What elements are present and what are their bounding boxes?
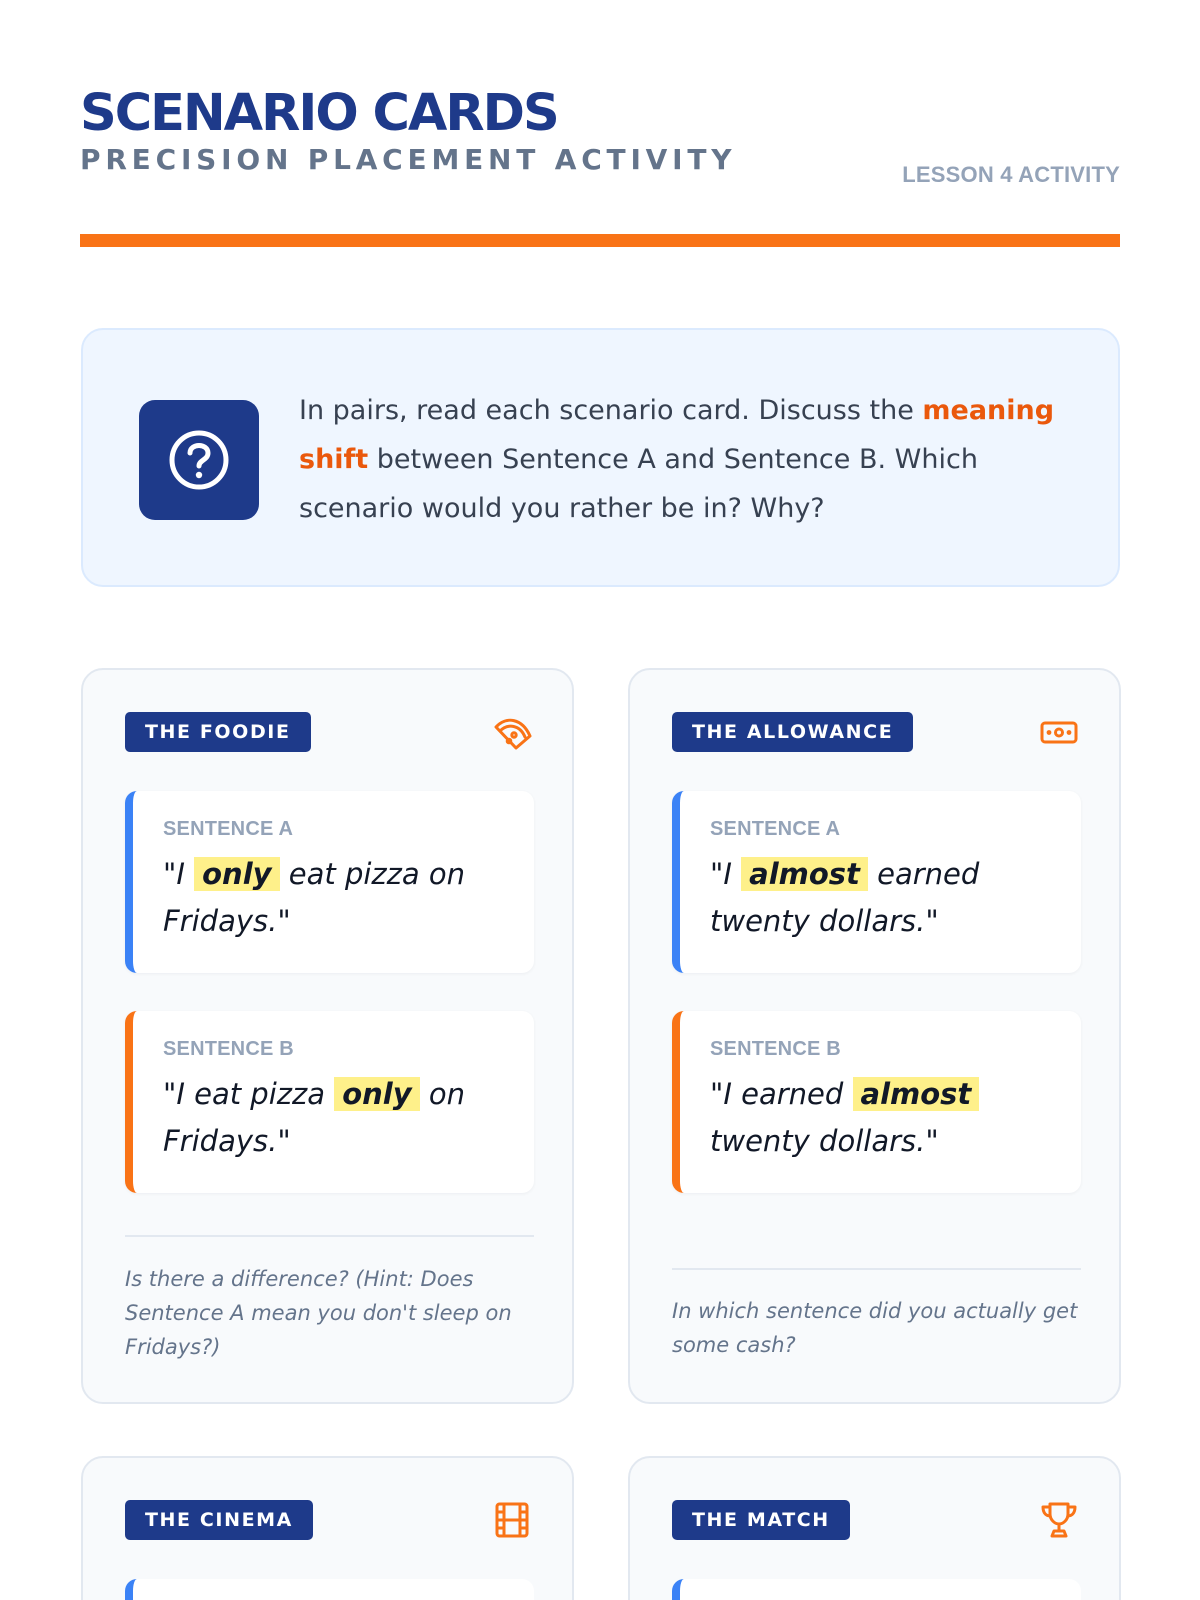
sentence-text [710,1071,1040,1165]
card-divider [672,1268,1081,1270]
card-tag: THE MATCH [672,1500,850,1540]
sentence-text-part: "I [163,857,195,891]
sentence-a-box [672,791,1081,973]
page-title: SCENARIO CARDS [80,84,558,143]
lesson-label: LESSON 4 ACTIVITY [902,162,1120,187]
discussion-question: In which sentence did you actually get some cash? [672,1299,1078,1357]
highlighted-word: almost [853,1077,980,1111]
instruction-text [299,386,1079,533]
cash-icon [1039,712,1079,752]
scenario-card-allowance [628,668,1121,1404]
sentence-text-part: earned twenty dollars." [710,857,980,938]
sentence-label: SENTENCE B [710,1038,841,1060]
sentence-a-box [125,1579,534,1600]
scenario-card-cinema [81,1456,574,1600]
scenario-card-foodie [81,668,574,1404]
sentence-a-box [672,1579,1081,1600]
sentence-text-part: eat pizza on Fridays." [163,857,465,938]
card-tag: THE CINEMA [125,1500,313,1540]
discussion-question: Is there a difference? (Hint: Does Sentence A mean you don't sleep on Fridays?) [125,1267,512,1359]
sentence-text-part: on Fridays." [163,1077,465,1158]
sentence-a-box [125,791,534,973]
sentence-text [163,1071,493,1165]
instruction-text-part: between Sentence A and Sentence B. Which scenario would you rather be in? Why? [299,444,978,524]
header-divider [80,234,1120,247]
question-circle-icon [139,400,259,520]
highlighted-word: only [334,1077,419,1111]
sentence-text [710,851,1040,945]
sentence-text-part: "I [710,857,742,891]
instruction-highlight: meaning shift [299,395,1055,475]
sentence-text [163,851,493,945]
sentence-b-box [672,1011,1081,1193]
sentence-label: SENTENCE B [163,1038,294,1060]
page-header [80,84,1120,194]
page-subtitle: PRECISION PLACEMENT ACTIVITY [80,143,737,176]
sentence-label: SENTENCE A [710,818,841,840]
card-tag: THE FOODIE [125,712,311,752]
film-icon [492,1500,532,1540]
instruction-text-part: In pairs, read each scenario card. Discuss the [299,395,923,426]
scenario-card-match [628,1456,1121,1600]
pizza-icon [492,712,532,752]
highlighted-word: almost [741,857,868,891]
sentence-text-part: "I eat pizza [163,1077,335,1111]
sentence-text-part: "I earned [710,1077,853,1111]
sentence-text-part: twenty dollars." [710,1124,939,1158]
sentence-b-box [125,1011,534,1193]
card-divider [125,1235,534,1237]
sentence-label: SENTENCE A [163,818,294,840]
card-tag: THE ALLOWANCE [672,712,913,752]
trophy-icon [1039,1500,1079,1540]
instruction-panel [81,328,1120,587]
highlighted-word: only [194,857,279,891]
